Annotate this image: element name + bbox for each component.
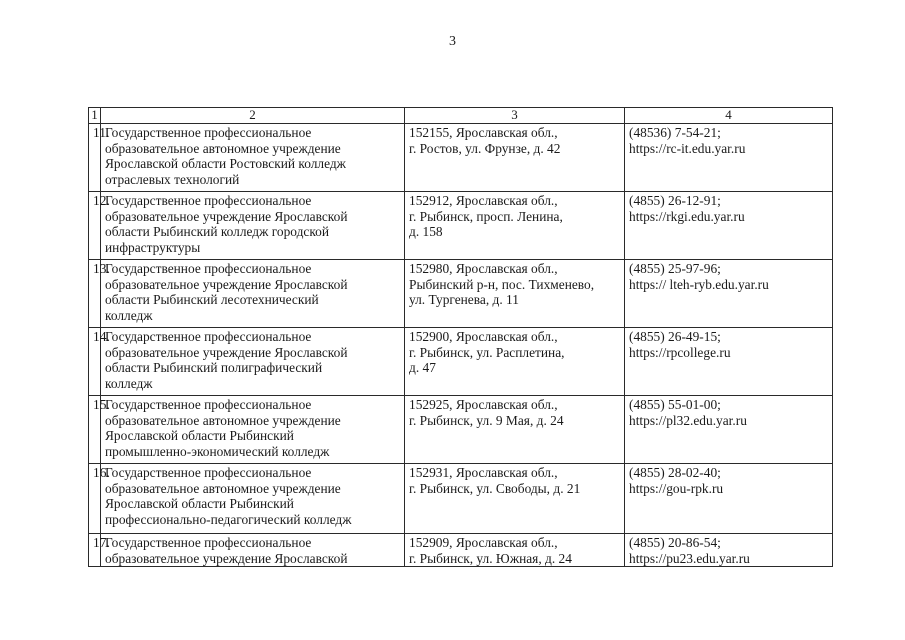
institution-name [101, 464, 405, 534]
row-number [89, 464, 110, 534]
row-number-text: 12. [93, 193, 110, 208]
institution-address [405, 328, 625, 396]
institution-contact [625, 464, 833, 534]
column-number-2: 2 [101, 108, 405, 124]
institution-address [405, 464, 625, 534]
row-number [89, 124, 110, 192]
institution-contact-text: (4855) 28-02-40; https://gou-rpk.ru [629, 465, 724, 496]
row-number-text: 11. [93, 125, 110, 140]
institutions-table [88, 107, 833, 567]
institution-address-text: 152912, Ярославская обл., г. Рыбинск, просп. Ленина, д. 158 [409, 193, 563, 240]
row-number-text: 14. [93, 329, 110, 344]
row-number [89, 260, 110, 328]
institution-name [101, 396, 405, 464]
institution-contact-text: (4855) 20-86-54; https://pu23.edu.yar.ru [629, 535, 750, 566]
institution-contact [625, 328, 833, 396]
institution-name-text: Государственное профессиональное образовательное учреждение Ярославской [105, 535, 348, 566]
institution-name [101, 260, 405, 328]
institution-name-text: Государственное профессиональное образовательное автономное учреждение Ярославской области Рыбинский промышленно-экономический колледж [105, 397, 341, 459]
institution-address [405, 534, 625, 567]
institution-name-text: Государственное профессиональное образовательное учреждение Ярославской области Рыбинский колледж городской инфраструктуры [105, 193, 348, 255]
institution-contact [625, 396, 833, 464]
institution-address-text: 152925, Ярославская обл., г. Рыбинск, ул. 9 Мая, д. 24 [409, 397, 564, 428]
institution-address [405, 396, 625, 464]
row-number-text: 16. [93, 465, 110, 480]
institution-contact [625, 260, 833, 328]
institution-address [405, 260, 625, 328]
institution-name-text: Государственное профессиональное образовательное учреждение Ярославской области Рыбинский полиграфический колледж [105, 329, 348, 391]
table-row [89, 328, 833, 396]
institution-name-text: Государственное профессиональное образовательное автономное учреждение Ярославской области Ростовский колледж отраслевых технологий [105, 125, 346, 187]
row-number-text: 13. [93, 261, 110, 276]
institution-contact-text: (4855) 26-12-91; https://rkgi.edu.yar.ru [629, 193, 745, 224]
row-number [89, 328, 110, 396]
institution-address-text: 152900, Ярославская обл., г. Рыбинск, ул. Расплетина, д. 47 [409, 329, 565, 376]
institution-contact [625, 192, 833, 260]
institution-address-text: 152980, Ярославская обл., Рыбинский р-н, пос. Тихменево, ул. Тургенева, д. 11 [409, 261, 595, 308]
row-number-text: 17. [93, 535, 110, 550]
table-body [89, 108, 833, 567]
table-row [89, 124, 833, 192]
row-number-text: 15. [93, 397, 110, 412]
institution-name [101, 328, 405, 396]
institution-address [405, 124, 625, 192]
institution-contact-text: (4855) 25-97-96; https:// lteh-ryb.edu.yar.ru [629, 261, 769, 292]
column-number-4: 4 [625, 108, 833, 124]
institution-name [101, 192, 405, 260]
row-number [89, 396, 110, 464]
institution-address-text: 152909, Ярославская обл., г. Рыбинск, ул. Южная, д. 24 [409, 535, 572, 566]
table-row [89, 396, 833, 464]
page-number: 3 [449, 34, 456, 49]
table-row [89, 192, 833, 260]
institution-contact [625, 124, 833, 192]
institution-contact-text: (4855) 55-01-00; https://pl32.edu.yar.ru [629, 397, 747, 428]
institution-name [101, 534, 405, 567]
table-row [89, 464, 833, 534]
table-row [89, 534, 833, 567]
institution-name-text: Государственное профессиональное образовательное учреждение Ярославской области Рыбинский лесотехнический колледж [105, 261, 348, 323]
row-number [89, 192, 110, 260]
column-number-1: 1 [89, 108, 101, 124]
table-row [89, 260, 833, 328]
row-number [89, 534, 110, 567]
institution-contact-text: (48536) 7-54-21; https://rc-it.edu.yar.ru [629, 125, 746, 156]
institution-address-text: 152931, Ярославская обл., г. Рыбинск, ул. Свободы, д. 21 [409, 465, 581, 496]
institution-name [101, 124, 405, 192]
institution-address [405, 192, 625, 260]
institution-address-text: 152155, Ярославская обл., г. Ростов, ул. Фрунзе, д. 42 [409, 125, 561, 156]
column-number-row [89, 108, 833, 124]
institution-contact [625, 534, 833, 567]
column-number-3: 3 [405, 108, 625, 124]
institution-name-text: Государственное профессиональное образовательное автономное учреждение Ярославской области Рыбинский профессионально-педагогический колледж [105, 465, 352, 527]
institution-contact-text: (4855) 26-49-15; https://rpcollege.ru [629, 329, 731, 360]
